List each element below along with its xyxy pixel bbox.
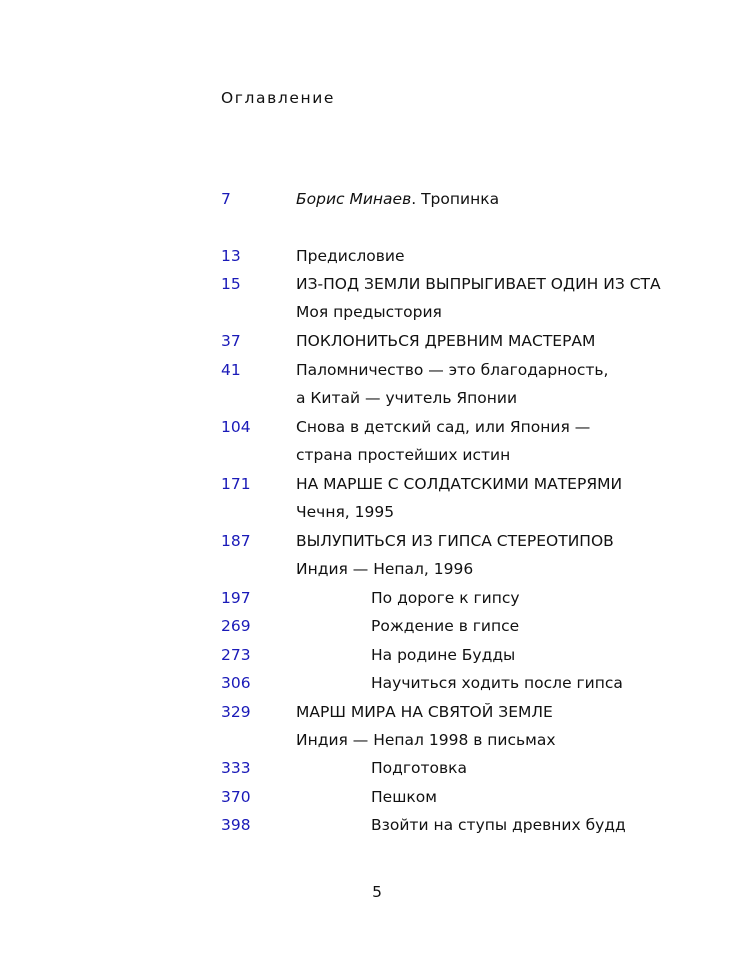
toc-page-number: 333: [221, 759, 251, 777]
toc-title-text: ИЗ-ПОД ЗЕМЛИ ВЫПРЫГИВАЕТ ОДИН ИЗ СТА: [296, 275, 661, 293]
toc-entry: [0, 756, 745, 780]
folio-page-number: 5: [372, 883, 382, 901]
toc-title-text: Моя предыстория: [296, 303, 442, 321]
toc-title-text: На родине Будды: [371, 646, 516, 664]
toc-title: [296, 272, 661, 296]
toc-page-number: 171: [221, 475, 251, 493]
toc-title: [371, 586, 520, 610]
toc-entry: [0, 728, 745, 752]
toc-entry: [0, 187, 745, 211]
toc-title: [296, 700, 553, 724]
toc-page-number: 13: [221, 247, 241, 265]
toc-entry: [0, 643, 745, 667]
toc-entry: [0, 614, 745, 638]
toc-author: Борис Минаев: [296, 190, 412, 208]
toc-entry: [0, 386, 745, 410]
toc-entry: [0, 415, 745, 439]
toc-page-number: 187: [221, 532, 251, 550]
toc-entry: [0, 443, 745, 467]
toc-title-text: Рождение в гипсе: [371, 617, 520, 635]
toc-entry: [0, 700, 745, 724]
toc-title: [296, 529, 614, 553]
toc-title-text: Предисловие: [296, 247, 405, 265]
toc-title: [371, 785, 437, 809]
toc-entry: [0, 472, 745, 496]
toc-title: [296, 300, 442, 324]
toc-title-text: ПОКЛОНИТЬСЯ ДРЕВНИМ МАСТЕРАМ: [296, 332, 596, 350]
toc-title: [296, 386, 517, 410]
toc-entry: [0, 500, 745, 524]
toc-title-text: Взойти на ступы древних будд: [371, 816, 626, 834]
toc-title-text: МАРШ МИРА НА СВЯТОЙ ЗЕМЛЕ: [296, 703, 553, 721]
toc-title: [296, 557, 473, 581]
toc-page-number: 398: [221, 816, 251, 834]
toc-title-text: Подготовка: [371, 759, 467, 777]
toc-title-text: НА МАРШЕ С СОЛДАТСКИМИ МАТЕРЯМИ: [296, 475, 623, 493]
toc-title: [371, 756, 467, 780]
page-heading: Оглавление: [221, 89, 336, 107]
toc-title: [296, 187, 499, 211]
toc-page-number: 37: [221, 332, 241, 350]
toc-entry: [0, 671, 745, 695]
toc-title-text: Снова в детский сад, или Япония —: [296, 418, 591, 436]
toc-title-text: страна простейших истин: [296, 446, 511, 464]
toc-page-number: 197: [221, 589, 251, 607]
toc-page-number: 104: [221, 418, 251, 436]
toc-entry: [0, 586, 745, 610]
toc-title-text: ВЫЛУПИТЬСЯ ИЗ ГИПСА СТЕРЕОТИПОВ: [296, 532, 614, 550]
toc-title: [296, 443, 510, 467]
toc-page-number: 15: [221, 275, 241, 293]
toc-title-text: Паломничество — это благодарность,: [296, 361, 609, 379]
toc-page-number: 41: [221, 361, 241, 379]
toc-page-number: 370: [221, 788, 251, 806]
toc-page-number: 306: [221, 674, 251, 692]
toc-title: [296, 358, 608, 382]
toc-title-text: а Китай — учитель Японии: [296, 389, 518, 407]
toc-entry: [0, 529, 745, 553]
toc-page-number: 7: [221, 190, 231, 208]
toc-title: [296, 415, 590, 439]
toc-title: [371, 614, 519, 638]
toc-entry: [0, 813, 745, 837]
toc-page-number: 273: [221, 646, 251, 664]
toc-page-number: 269: [221, 617, 251, 635]
toc-title-text: Пешком: [371, 788, 437, 806]
toc-title: [371, 643, 515, 667]
toc-entry: [0, 329, 745, 353]
toc-entry: [0, 300, 745, 324]
toc-entry: [0, 244, 745, 268]
toc-title: [296, 244, 404, 268]
toc-title: [371, 813, 626, 837]
toc-title: [296, 472, 622, 496]
toc-title: [296, 728, 556, 752]
toc-entry: [0, 785, 745, 809]
toc-title-text: Чечня, 1995: [296, 503, 395, 521]
toc-title-text: Научиться ходить после гипса: [371, 674, 623, 692]
toc-title: [296, 329, 595, 353]
toc-title-text: Индия — Непал 1998 в письмах: [296, 731, 556, 749]
toc-title-text: Индия — Непал, 1996: [296, 560, 474, 578]
toc-title: [296, 500, 394, 524]
toc-title-text: По дороге к гипсу: [371, 589, 520, 607]
toc-title: [371, 671, 623, 695]
toc-entry: [0, 358, 745, 382]
toc-entry: [0, 272, 745, 296]
toc-page-number: 329: [221, 703, 251, 721]
toc-entry: [0, 557, 745, 581]
toc-title-text: . Тропинка: [411, 190, 500, 208]
